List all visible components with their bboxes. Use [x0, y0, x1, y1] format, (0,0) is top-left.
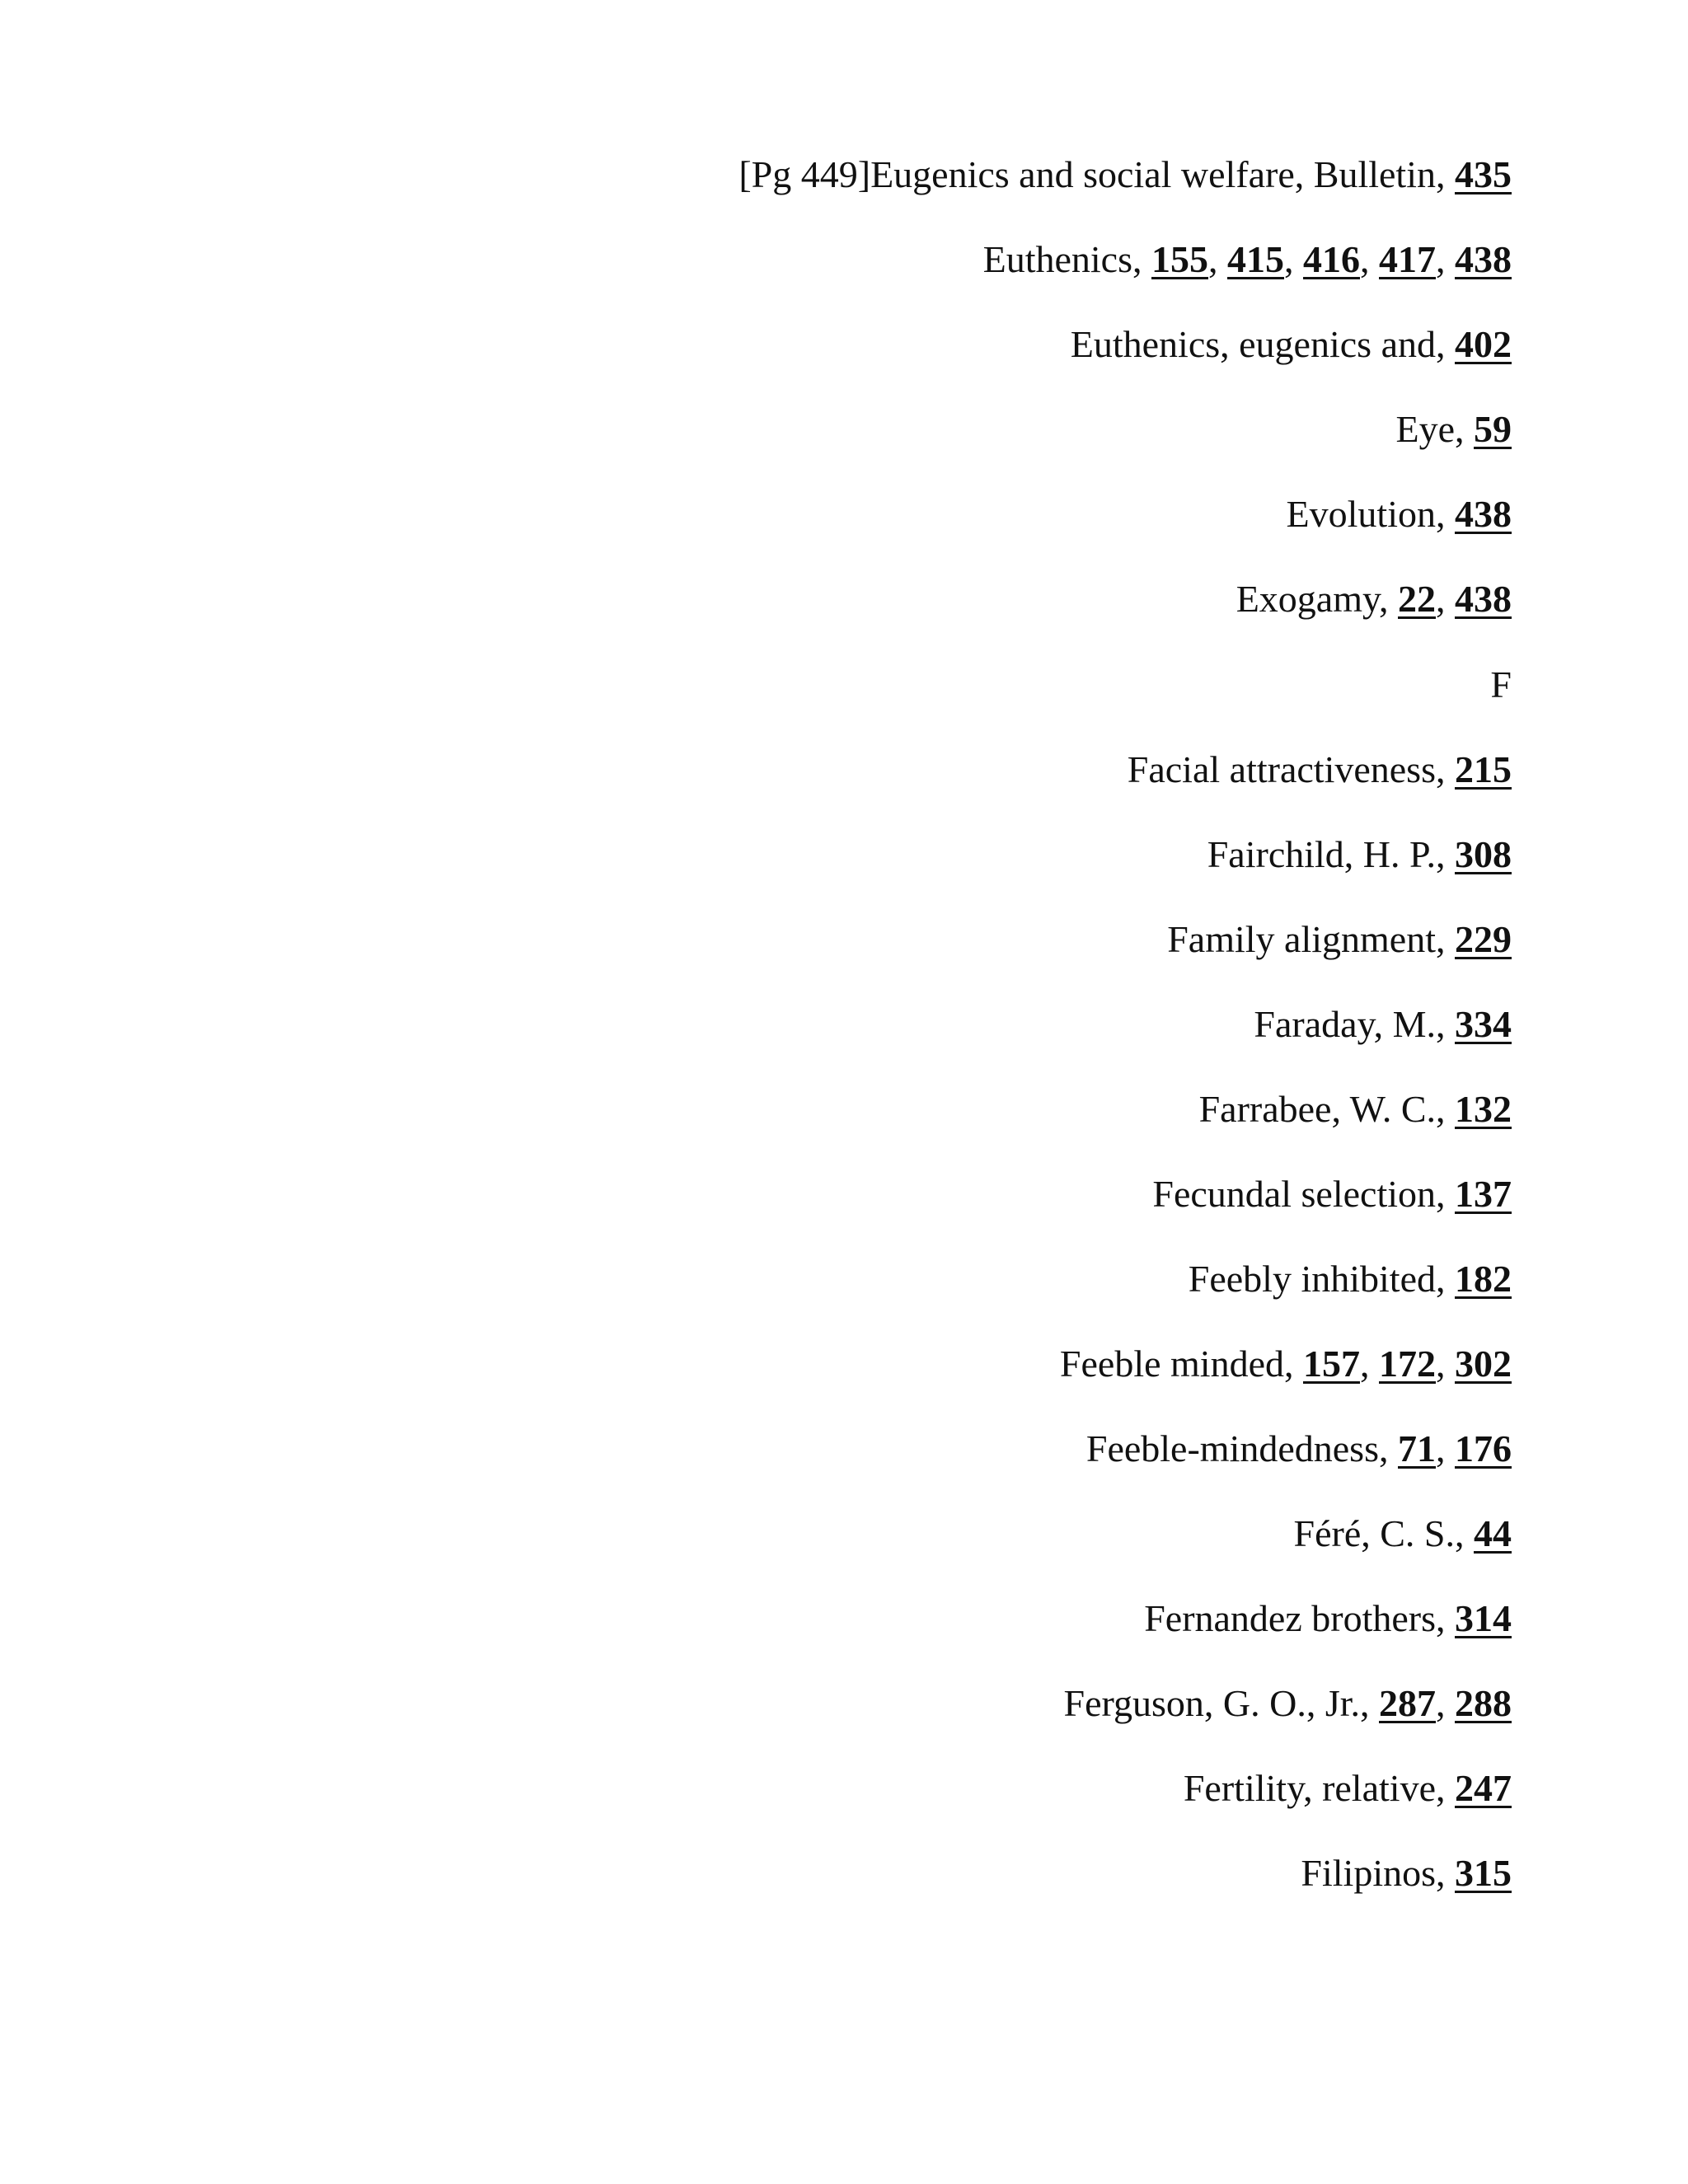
index-entry	[110, 322, 1512, 367]
index-term: Fairchild, H. P.,	[1207, 833, 1455, 875]
separator: ,	[1360, 1343, 1379, 1385]
separator: ,	[1360, 238, 1379, 280]
index-term: Eugenics and social welfare, Bulletin,	[870, 153, 1455, 195]
separator: ,	[1436, 1427, 1455, 1469]
index-entry	[110, 1766, 1512, 1811]
page-link[interactable]: 315	[1455, 1852, 1512, 1894]
index-term: Faraday, M.,	[1254, 1003, 1455, 1045]
index-entry	[110, 1427, 1512, 1471]
page-link[interactable]: 71	[1398, 1427, 1436, 1469]
index-entry	[110, 1172, 1512, 1216]
index-term: Facial attractiveness,	[1127, 748, 1455, 790]
page-link[interactable]: 247	[1455, 1767, 1512, 1809]
page-link[interactable]: 288	[1455, 1682, 1512, 1724]
index-term: Exogamy,	[1236, 578, 1398, 620]
page-link[interactable]: 22	[1398, 578, 1436, 620]
page-link[interactable]: 438	[1455, 238, 1512, 280]
page-link[interactable]: 302	[1455, 1343, 1512, 1385]
index-entry	[110, 1596, 1512, 1641]
page-link[interactable]: 417	[1379, 238, 1436, 280]
index-term: Euthenics, eugenics and,	[1070, 323, 1455, 365]
page-link[interactable]: 172	[1379, 1343, 1436, 1385]
index-term: Eye,	[1395, 408, 1474, 450]
index-term: Fertility, relative,	[1183, 1767, 1455, 1809]
index-column	[110, 152, 1512, 1936]
index-term: Feeble-mindedness,	[1085, 1427, 1398, 1469]
index-entry	[110, 1087, 1512, 1132]
index-entry	[110, 832, 1512, 877]
page-link[interactable]: 137	[1455, 1173, 1512, 1215]
index-term: Fecundal selection,	[1152, 1173, 1455, 1215]
index-entry	[110, 748, 1512, 792]
page-link[interactable]: 44	[1474, 1512, 1512, 1554]
page-link[interactable]: 182	[1455, 1258, 1512, 1300]
page-link[interactable]: 59	[1474, 408, 1512, 450]
separator: ,	[1436, 238, 1455, 280]
index-entry	[110, 1257, 1512, 1301]
index-entry	[110, 577, 1512, 621]
page-link[interactable]: 229	[1455, 918, 1512, 960]
page-link[interactable]: 308	[1455, 833, 1512, 875]
index-entry	[110, 1851, 1512, 1896]
section-letter: F	[1490, 663, 1512, 705]
index-entry	[110, 1002, 1512, 1047]
index-term: Farrabee, W. C.,	[1198, 1088, 1455, 1130]
index-term: Euthenics,	[982, 238, 1151, 280]
separator: ,	[1436, 1343, 1455, 1385]
index-entry	[110, 237, 1512, 282]
index-term: Feeble minded,	[1059, 1343, 1303, 1385]
page-link[interactable]: 157	[1303, 1343, 1360, 1385]
separator: ,	[1284, 238, 1303, 280]
separator: ,	[1208, 238, 1227, 280]
page-link[interactable]: 402	[1455, 323, 1512, 365]
page-link[interactable]: 176	[1455, 1427, 1512, 1469]
page-link[interactable]: 155	[1151, 238, 1208, 280]
page-link[interactable]: 314	[1455, 1597, 1512, 1639]
index-entry	[110, 492, 1512, 537]
page-link[interactable]: 438	[1455, 493, 1512, 535]
page-link[interactable]: 415	[1227, 238, 1284, 280]
index-term: Ferguson, G. O., Jr.,	[1063, 1682, 1379, 1724]
separator: ,	[1436, 578, 1455, 620]
index-entry	[110, 1511, 1512, 1556]
separator: ,	[1436, 1682, 1455, 1724]
page-link[interactable]: 416	[1303, 238, 1360, 280]
page-link[interactable]: 438	[1455, 578, 1512, 620]
index-entry	[110, 152, 1512, 197]
page-marker: [Pg 449]	[738, 153, 871, 195]
page-link[interactable]: 334	[1455, 1003, 1512, 1045]
index-term: Feebly inhibited,	[1188, 1258, 1455, 1300]
index-entry	[110, 1681, 1512, 1726]
index-entry	[110, 1342, 1512, 1386]
index-term: Evolution,	[1286, 493, 1455, 535]
index-term: Filipinos,	[1301, 1852, 1455, 1894]
page-link[interactable]: 132	[1455, 1088, 1512, 1130]
page-link[interactable]: 215	[1455, 748, 1512, 790]
index-entry	[110, 917, 1512, 962]
index-term: Family alignment,	[1167, 918, 1455, 960]
page-link[interactable]: 435	[1455, 153, 1512, 195]
index-term: Fernandez brothers,	[1144, 1597, 1455, 1639]
index-term: Féré, C. S.,	[1293, 1512, 1474, 1554]
page-link[interactable]: 287	[1379, 1682, 1436, 1724]
index-entry	[110, 407, 1512, 452]
